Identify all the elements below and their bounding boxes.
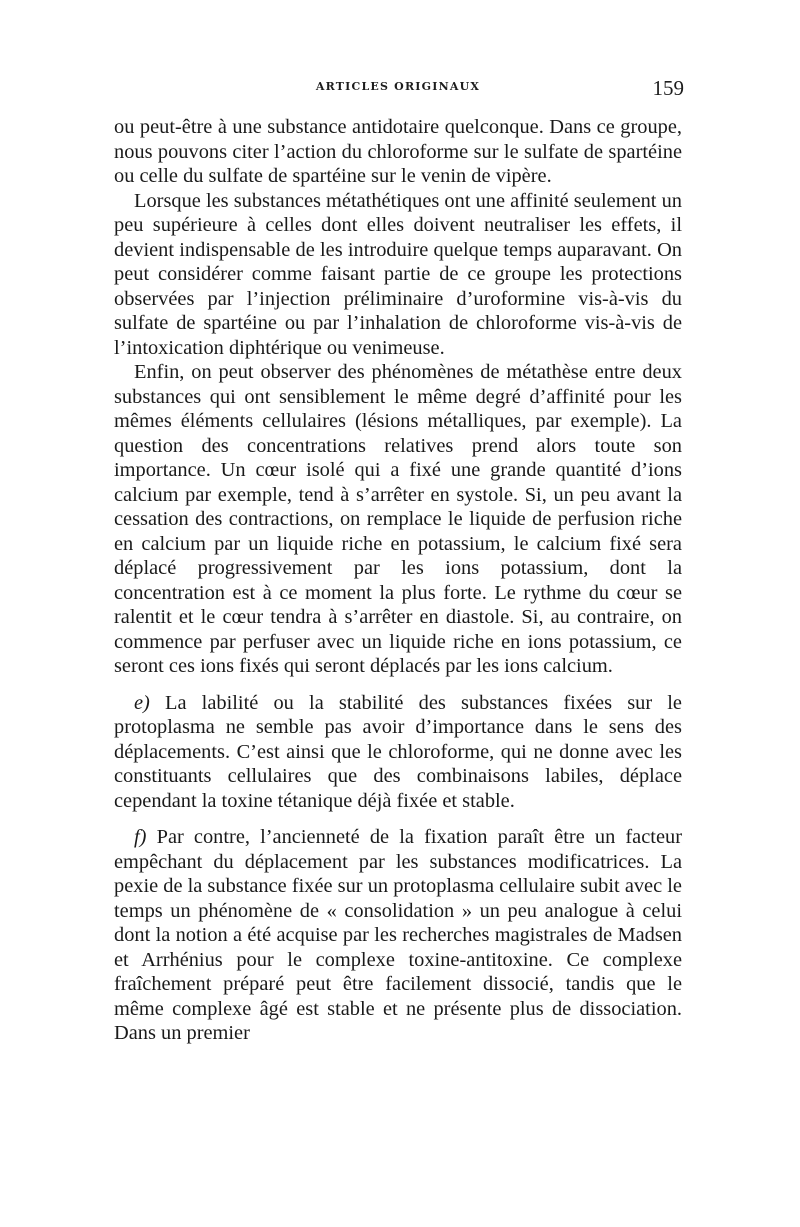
article-body	[114, 115, 682, 1046]
paragraph-f-text: Par contre, l’ancienneté de la fixation paraît être un facteur empêchant du déplacement par les substances modificatrices. La pexie de la substance fixée sur un protoplasma cellulaire subit avec le temps un phénomène de « consolidation » un peu analogue à celui dont la notion a été acquise par les recherches magistrales de Madsen et Arrhénius pour le complexe toxine-antitoxine. Ce complexe fraîchement préparé peut être facilement dissocié, tandis que le même complexe âgé est stable et ne présente plus de dissociation. Dans un premier	[114, 826, 682, 1044]
running-header	[114, 76, 682, 100]
paragraph-2-text: Lorsque les substances métathétiques ont une affinité seulement un peu supérieure à celles dont elles doivent neutraliser les effets, il devient indispensable de les introduire quelque temps auparavant. On peut considérer comme faisant partie de ce groupe les protections observées par l’injection préliminaire d’uroformine vis-à-vis du sulfate de spartéine ou par l’inhalation de chloroforme vis-à-vis de l’intoxication diphtérique ou venimeuse.	[114, 189, 682, 359]
paragraph-e	[114, 691, 682, 814]
paragraph-e-marker: e)	[134, 691, 150, 714]
paragraph-3-text: Enfin, on peut observer des phénomènes de métathèse entre deux substances qui ont sensiblement le même degré d’affinité pour les mêmes éléments cellulaires (lésions métalliques, par exemple). La question des concentrations relatives prend alors toute son importance. Un cœur isolé qui a fixé une grande quantité d’ions calcium par exemple, tend à s’arrêter en systole. Si, un peu avant la cessation des contractions, on remplace le liquide de perfusion riche en calcium par un liquide riche en potassium, le calcium fixé sera déplacé progressivement par les ions potassium, dont la concentration est à ce moment la plus forte. Le rythme du cœur se ralentit et le cœur tendra à s’arrêter en diastole. Si, au contraire, on commence par perfuser avec un liquide riche en ions potassium, ce seront ces ions fixés qui seront déplacés par les ions calcium.	[114, 361, 682, 677]
page-number: 159	[652, 76, 684, 100]
paragraph-f-marker: f)	[134, 826, 147, 848]
paragraph-1	[114, 115, 682, 189]
paragraph-f	[114, 825, 682, 1046]
paragraph-1-text: ou peut-être à une substance antidotaire quelconque. Dans ce groupe, nous pouvons citer l’action du chloroforme sur le sulfate de spartéine ou celle du sulfate de spartéine sur le venin de vipère.	[114, 116, 682, 187]
paragraph-e-text: La labilité ou la stabilité des substances fixées sur le protoplasma ne semble pas avoir d’importance dans le sens des déplacements. C’est ainsi que le chloroforme, qui ne donne avec les constituants cellulaires que des combinaisons labiles, déplace cependant la toxine tétanique déjà fixée et stable.	[114, 691, 682, 812]
paragraph-2	[114, 189, 682, 361]
running-title: ARTICLES ORIGINAUX	[315, 80, 481, 93]
paragraph-3	[114, 360, 682, 679]
